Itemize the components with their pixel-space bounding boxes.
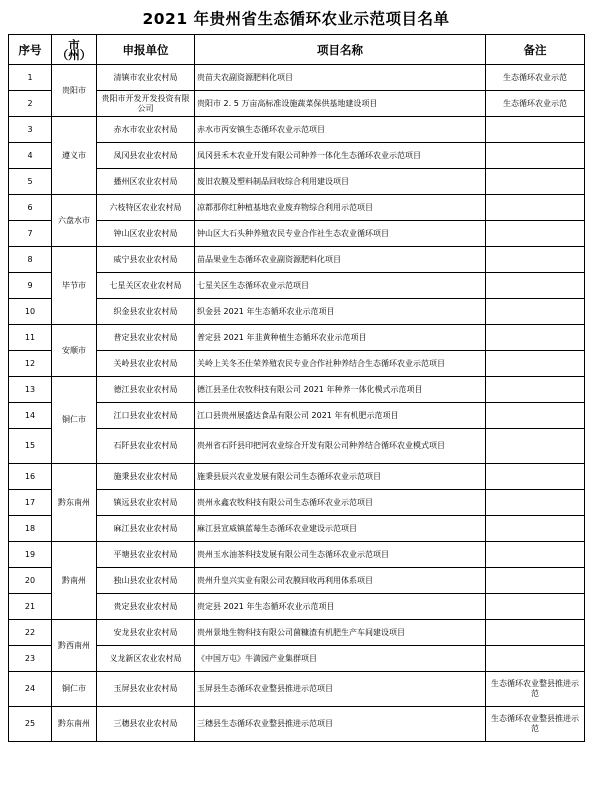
row-project: 废旧农膜及塑料制品回收综合利用建设项目 [195, 169, 486, 195]
row-note [486, 429, 585, 464]
row-no: 14 [9, 403, 52, 429]
row-no: 20 [9, 568, 52, 594]
row-note [486, 516, 585, 542]
row-note [486, 568, 585, 594]
row-note [486, 351, 585, 377]
row-unit: 威宁县农业农村局 [97, 247, 195, 273]
table-row [9, 195, 585, 221]
row-note [486, 464, 585, 490]
row-project: 织金县 2021 年生态循环农业示范项目 [195, 299, 486, 325]
row-note [486, 377, 585, 403]
row-note [486, 325, 585, 351]
row-no: 4 [9, 143, 52, 169]
row-no: 15 [9, 429, 52, 464]
row-unit: 钟山区农业农村局 [97, 221, 195, 247]
row-project: 贵苗夫农副资源肥料化项目 [195, 65, 486, 91]
row-unit: 玉屏县农业农村局 [97, 672, 195, 707]
row-project: 贵州省石阡县印把河农业综合开发有限公司种养结合循环农业模式项目 [195, 429, 486, 464]
row-project: 贵州景地生物科技有限公司菌糠渣有机肥生产车间建设项目 [195, 620, 486, 646]
row-note [486, 195, 585, 221]
row-project: 玉屏县生态循环农业整县推进示范项目 [195, 672, 486, 707]
row-project: 三穗县生态循环农业整县推进示范项目 [195, 707, 486, 742]
row-unit: 贵阳市开发开发投资有限公司 [97, 91, 195, 117]
row-unit: 播州区农业农村局 [97, 169, 195, 195]
row-city: 毕节市 [52, 247, 97, 325]
row-no: 3 [9, 117, 52, 143]
row-note [486, 117, 585, 143]
row-city: 黔东南州 [52, 707, 97, 742]
table-row [9, 707, 585, 742]
row-no: 22 [9, 620, 52, 646]
page-title: 2021 年贵州省生态循环农业示范项目名单 [142, 10, 450, 28]
project-list-table [8, 34, 585, 742]
row-note: 生态循环农业整县推进示范 [486, 707, 585, 742]
row-no: 10 [9, 299, 52, 325]
row-note [486, 221, 585, 247]
row-project: 贵州玉水油茶科技发展有限公司生态循环农业示范项目 [195, 542, 486, 568]
header-city: 市（州） [52, 35, 97, 65]
table-row [9, 117, 585, 143]
row-project: 《中国万屯》牛満园产业集群项目 [195, 646, 486, 672]
table-row [9, 672, 585, 707]
row-unit: 独山县农业农村局 [97, 568, 195, 594]
row-note [486, 403, 585, 429]
table-row [9, 377, 585, 403]
row-note [486, 594, 585, 620]
row-no: 9 [9, 273, 52, 299]
table-row [9, 65, 585, 91]
row-no: 16 [9, 464, 52, 490]
row-no: 25 [9, 707, 52, 742]
row-unit: 安龙县农业农村局 [97, 620, 195, 646]
row-note [486, 542, 585, 568]
row-project: 赤水市丙安镇生态循环农业示范项目 [195, 117, 486, 143]
row-unit: 施秉县农业农村局 [97, 464, 195, 490]
row-unit: 德江县农业农村局 [97, 377, 195, 403]
row-unit: 石阡县农业农村局 [97, 429, 195, 464]
row-no: 23 [9, 646, 52, 672]
row-city: 铜仁市 [52, 672, 97, 707]
row-no: 13 [9, 377, 52, 403]
row-no: 1 [9, 65, 52, 91]
row-city: 黔南州 [52, 542, 97, 620]
row-no: 17 [9, 490, 52, 516]
row-project: 施秉县辰兴农业发展有限公司生态循环农业示范项目 [195, 464, 486, 490]
row-project: 苗品果业生态循环农业副资源肥料化项目 [195, 247, 486, 273]
row-no: 21 [9, 594, 52, 620]
row-unit: 凤冈县农业农村局 [97, 143, 195, 169]
row-project: 七星关区生态循环农业示范项目 [195, 273, 486, 299]
row-unit: 六枝特区农业农村局 [97, 195, 195, 221]
row-no: 11 [9, 325, 52, 351]
table-header-row [9, 35, 585, 65]
row-project: 贵阳市 2. 5 万亩高标准设施蔬菜保供基地建设项目 [195, 91, 486, 117]
row-city: 贵阳市 [52, 65, 97, 117]
row-note: 生态循环农业示范 [486, 91, 585, 117]
row-unit: 普定县农业农村局 [97, 325, 195, 351]
row-note [486, 646, 585, 672]
row-city: 安顺市 [52, 325, 97, 377]
row-note [486, 490, 585, 516]
row-project: 德江县圣仕农牧科技有限公司 2021 年种养一体化模式示范项目 [195, 377, 486, 403]
row-unit: 织金县农业农村局 [97, 299, 195, 325]
row-unit: 江口县农业农村局 [97, 403, 195, 429]
row-unit: 贵定县农业农村局 [97, 594, 195, 620]
row-unit: 赤水市农业农村局 [97, 117, 195, 143]
row-project: 关岭上关冬丕仕荣养殖农民专业合作社种养结合生态循环农业示范项目 [195, 351, 486, 377]
row-unit: 镇远县农业农村局 [97, 490, 195, 516]
row-project: 钟山区大石头种养殖农民专业合作社生态农业循环项目 [195, 221, 486, 247]
header-project: 项目名称 [195, 35, 486, 65]
header-note: 备注 [486, 35, 585, 65]
row-project: 凉都那你红种植基地农业废弃物综合利用示范项目 [195, 195, 486, 221]
row-city: 铜仁市 [52, 377, 97, 464]
header-unit: 申报单位 [97, 35, 195, 65]
row-no: 8 [9, 247, 52, 273]
row-no: 5 [9, 169, 52, 195]
table-row [9, 325, 585, 351]
row-project: 贵定县 2021 年生态循环农业示范项目 [195, 594, 486, 620]
table-row [9, 247, 585, 273]
row-no: 6 [9, 195, 52, 221]
row-no: 7 [9, 221, 52, 247]
row-no: 2 [9, 91, 52, 117]
row-no: 24 [9, 672, 52, 707]
row-city: 六盘水市 [52, 195, 97, 247]
row-no: 18 [9, 516, 52, 542]
row-unit: 三穗县农业农村局 [97, 707, 195, 742]
row-note [486, 247, 585, 273]
row-no: 12 [9, 351, 52, 377]
row-unit: 七星关区农业农村局 [97, 273, 195, 299]
row-project: 贵州永鑫农牧科技有限公司生态循环农业示范项目 [195, 490, 486, 516]
row-project: 麻江县宣威镇蓝莓生态循环农业建设示范项目 [195, 516, 486, 542]
row-note [486, 299, 585, 325]
row-project: 贵州升皇兴实业有限公司农膜回收再利用体系项目 [195, 568, 486, 594]
row-city: 黔西南州 [52, 620, 97, 672]
header-no: 序号 [9, 35, 52, 65]
table-row [9, 464, 585, 490]
row-unit: 义龙新区农业农村局 [97, 646, 195, 672]
row-no: 19 [9, 542, 52, 568]
row-city: 黔东南州 [52, 464, 97, 542]
row-note [486, 143, 585, 169]
row-note [486, 273, 585, 299]
row-project: 凤冈县禾木农业开发有限公司种养一体化生态循环农业示范项目 [195, 143, 486, 169]
table-row [9, 620, 585, 646]
row-unit: 麻江县农业农村局 [97, 516, 195, 542]
row-note: 生态循环农业整县推进示范 [486, 672, 585, 707]
row-project: 普定县 2021 年韭黄种植生态循环农业示范项目 [195, 325, 486, 351]
row-note: 生态循环农业示范 [486, 65, 585, 91]
row-project: 江口县贵州展盛达食品有限公司 2021 年有机肥示范项目 [195, 403, 486, 429]
row-note [486, 620, 585, 646]
row-unit: 关岭县农业农村局 [97, 351, 195, 377]
row-city: 遵义市 [52, 117, 97, 195]
row-unit: 平塘县农业农村局 [97, 542, 195, 568]
table-row [9, 542, 585, 568]
row-note [486, 169, 585, 195]
row-unit: 清镇市农业农村局 [97, 65, 195, 91]
